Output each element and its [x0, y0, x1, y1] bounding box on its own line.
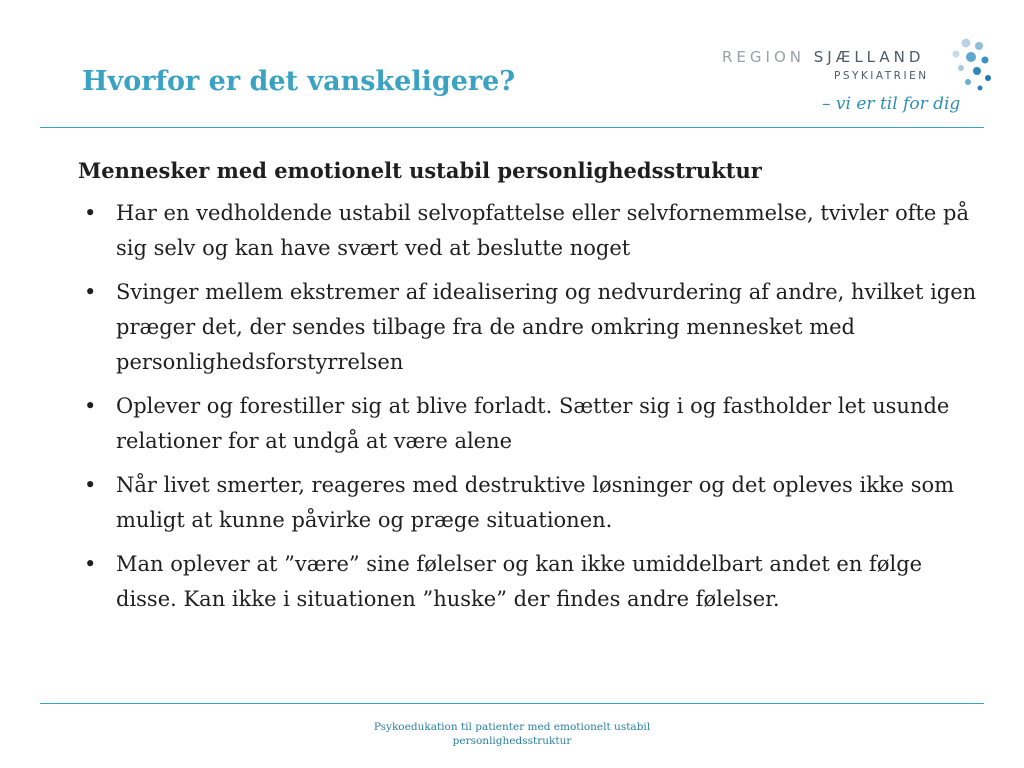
footer-line-2: personlighedsstruktur	[452, 735, 572, 747]
bullet-list	[78, 196, 988, 617]
list-item	[78, 547, 988, 617]
list-item	[78, 468, 988, 538]
bullet-text: Man oplever at ”være” sine følelser og kan ikke umiddelbart andet en følge disse. Kan ikke i situationen ”huske” der findes andre følelser.	[116, 552, 923, 611]
bullet-icon: •	[84, 201, 97, 225]
bullet-icon: •	[84, 552, 97, 576]
bullet-icon: •	[84, 473, 97, 497]
bullet-icon: •	[84, 394, 97, 418]
list-item	[78, 196, 988, 266]
logo-psykiatrien-text: PSYKIATRIEN	[834, 70, 929, 82]
footer-line-1: Psykoedukation til patienter med emotionelt ustabil	[373, 721, 651, 733]
region-sjaelland-logo	[722, 38, 992, 126]
bullet-text: Når livet smerter, reageres med destruktive løsninger og det opleves ikke som muligt at kunne påvirke og præge situationen.	[116, 473, 955, 532]
slide-footer	[362, 720, 662, 748]
logo-sjaelland-text: SJÆLLAND	[813, 48, 925, 66]
slide-subheading: Mennesker med emotionelt ustabil personlighedsstruktur	[78, 158, 762, 183]
header-divider	[40, 127, 984, 128]
bullet-text: Svinger mellem ekstremer af idealisering og nedvurdering af andre, hvilket igen præger det, der sendes tilbage fra de andre omkring mennesket med personlighedsforstyrrelsen	[116, 280, 977, 374]
slide-body	[78, 155, 988, 626]
list-item	[78, 275, 988, 380]
logo-region-text: REGION	[722, 48, 805, 66]
slide-title: Hvorfor er det vanskeligere?	[82, 66, 516, 97]
list-item	[78, 389, 988, 459]
bullet-icon: •	[84, 280, 97, 304]
logo-tagline: – vi er til for dig	[822, 94, 961, 114]
bullet-text: Oplever og forestiller sig at blive forladt. Sætter sig i og fastholder let usunde relationer for at undgå at være alene	[116, 394, 950, 453]
logo-dots-icon	[944, 38, 992, 98]
footer-divider	[40, 703, 984, 704]
logo-wordmark	[722, 48, 924, 66]
bullet-text: Har en vedholdende ustabil selvopfattelse eller selvfornemmelse, tvivler ofte på sig selv og kan have svært ved at beslutte noget	[116, 201, 969, 260]
